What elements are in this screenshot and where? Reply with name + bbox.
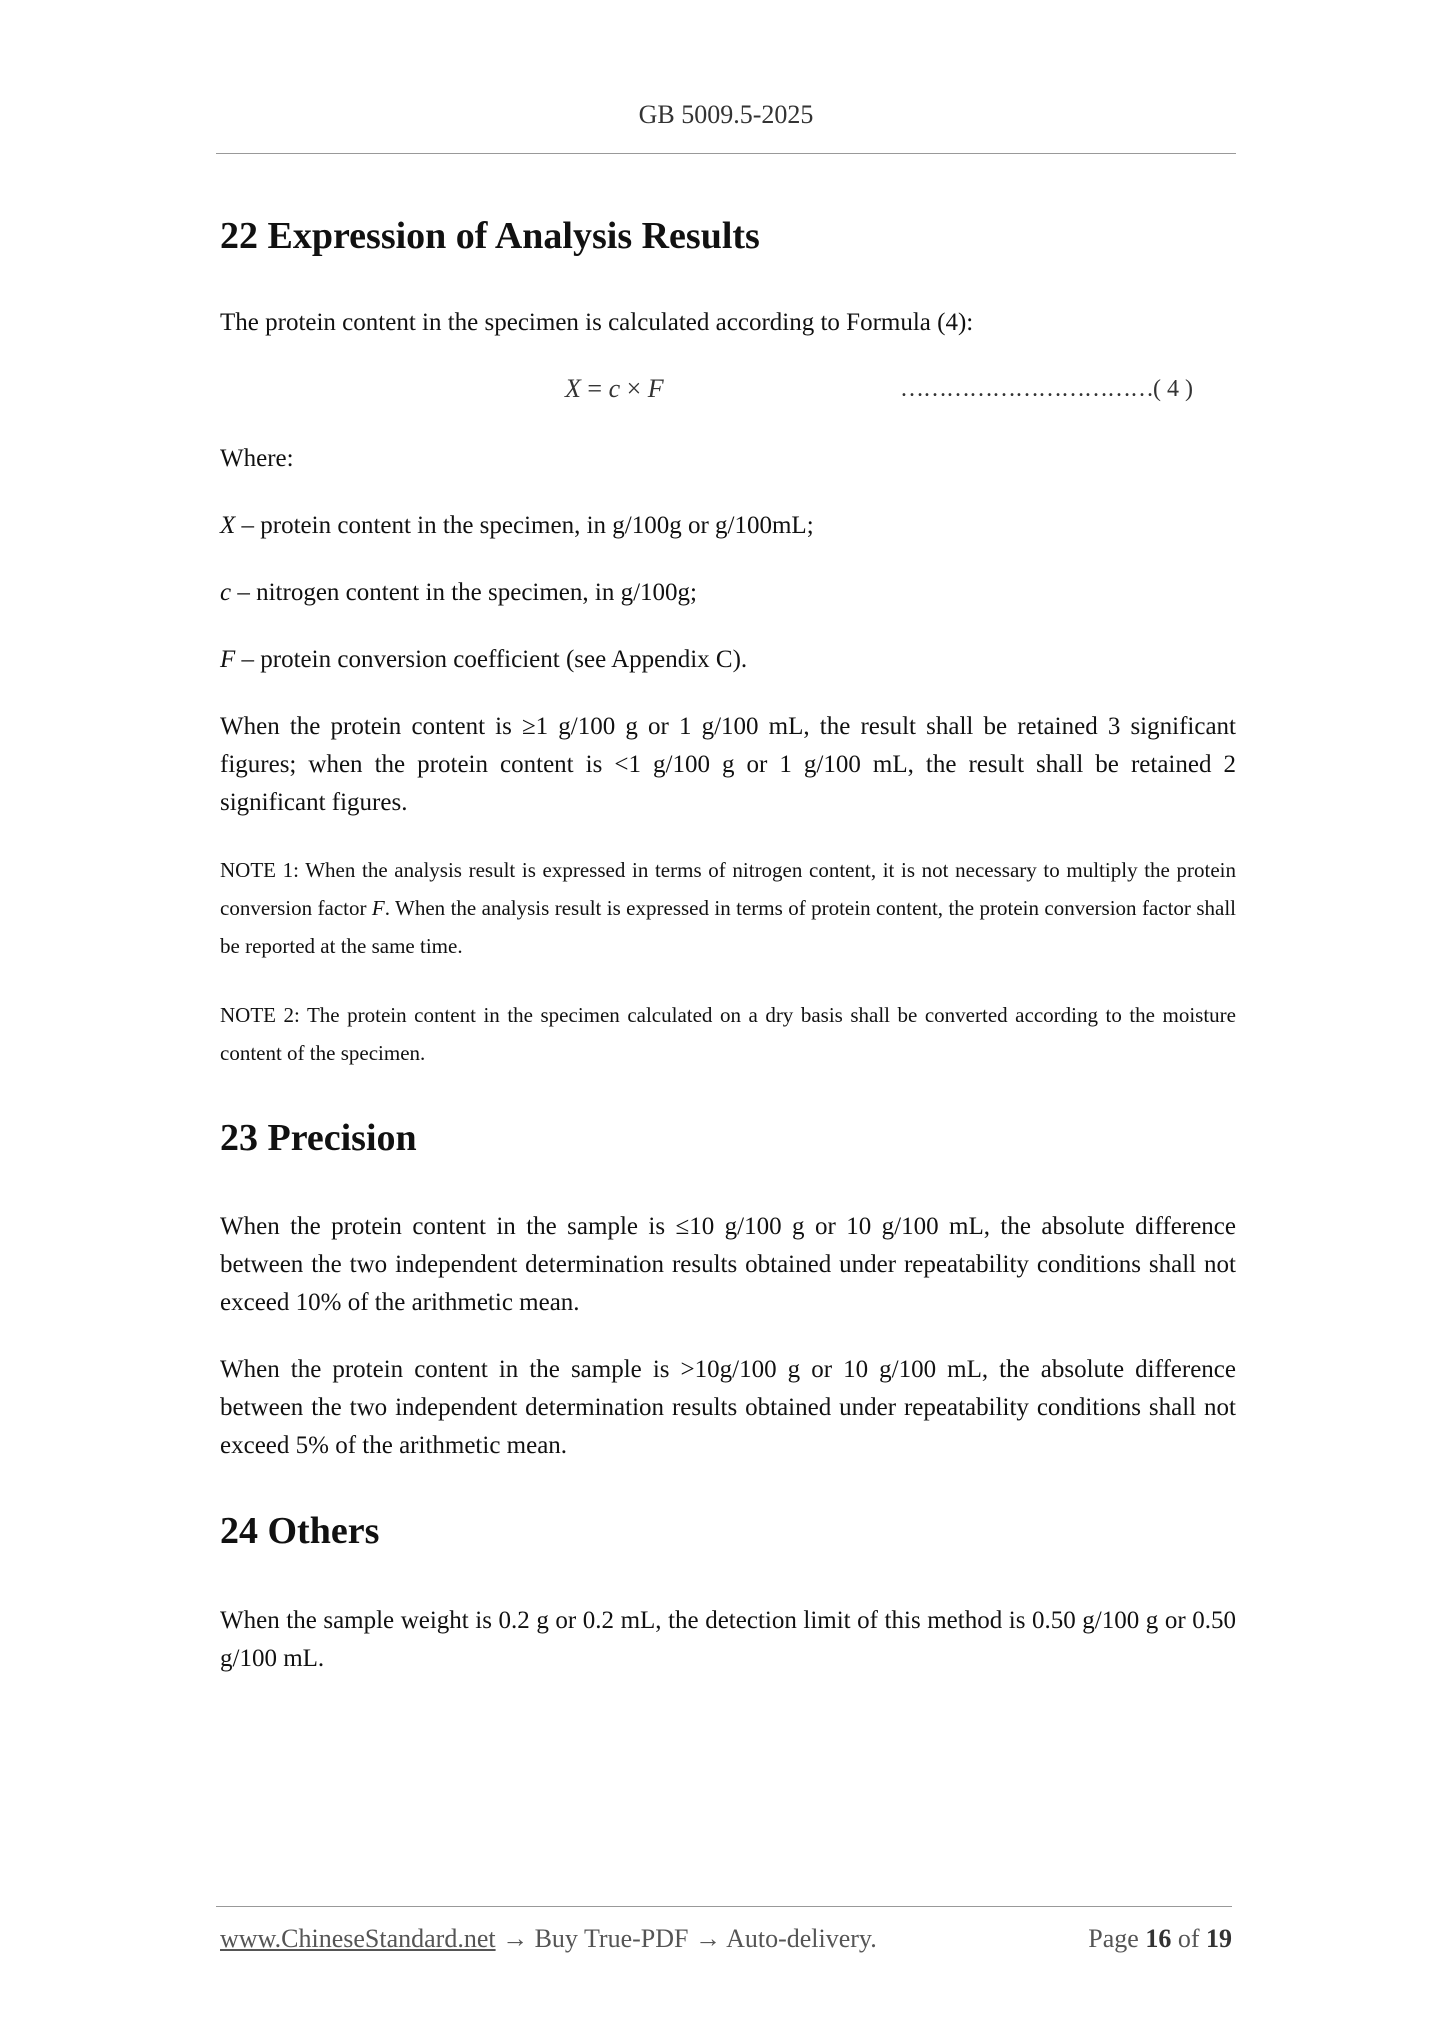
footer-divider: [216, 1906, 1232, 1907]
precision-paragraph-1: When the protein content in the sample is ≤10 g/100 g or 10 g/100 mL, the absolute difference between the two independent determination results obtained under repeatability conditions shall not exceed 10% of the arithmetic mean.: [220, 1213, 1236, 1316]
symbol-c: c: [220, 579, 232, 606]
formula-equals: =: [580, 374, 609, 403]
definition-x-text: – protein content in the specimen, in g/100g or g/100mL;: [235, 512, 814, 539]
note-2: NOTE 2: The protein content in the specimen calculated on a dry basis shall be converted according to the moisture content of the specimen.: [220, 1003, 1236, 1065]
formula-c: c: [608, 374, 621, 403]
definition-c: [220, 574, 1236, 612]
delivery-text: Auto-delivery.: [726, 1924, 877, 1953]
definition-x: [220, 507, 1236, 545]
formula-f: F: [647, 374, 664, 403]
symbol-f: F: [220, 646, 236, 673]
section-23-heading: 23 Precision: [220, 1117, 417, 1159]
precision-paragraph-2: When the protein content in the sample is >10g/100 g or 10 g/100 mL, the absolute difference between the two independent determination results obtained under repeatability conditions shall not exceed 5% of the arithmetic mean.: [220, 1356, 1236, 1459]
buy-text: Buy True-PDF: [534, 1924, 689, 1953]
significant-figures-rule: When the protein content is ≥1 g/100 g or 1 g/100 mL, the result shall be retained 3 significant figures; when the protein content is <1 g/100 g or 1 g/100 mL, the result shall be retained 2 significant figures.: [220, 713, 1236, 816]
formula-number: [900, 376, 1193, 403]
note-1-symbol: F: [371, 896, 385, 920]
page-footer: [220, 1924, 1232, 1954]
formula-x: X: [565, 374, 581, 403]
section-22-heading: 22 Expression of Analysis Results: [220, 215, 760, 257]
of-word: of: [1171, 1924, 1206, 1953]
formula-number-label: ( 4 ): [1153, 376, 1193, 402]
page-total: 19: [1206, 1924, 1232, 1953]
definition-f: [220, 641, 1236, 679]
formula-times: ×: [620, 374, 648, 403]
definition-f-text: – protein conversion coefficient (see Appendix C).: [235, 646, 748, 673]
page-word: Page: [1088, 1924, 1146, 1953]
arrow-1: →: [495, 1924, 535, 1953]
detection-limit-paragraph: When the sample weight is 0.2 g or 0.2 mL, the detection limit of this method is 0.50 g/100 g or 0.50 g/100 mL.: [220, 1607, 1236, 1672]
document-code-header: GB 5009.5-2025: [638, 100, 814, 129]
definition-c-text: – nitrogen content in the specimen, in g/100g;: [231, 579, 697, 606]
site-link[interactable]: www.ChineseStandard.net: [220, 1924, 496, 1953]
page-number: 16: [1145, 1924, 1172, 1953]
note-1-before: NOTE 1: When the analysis result is expressed in terms of nitrogen content, it is not necessary to multiply the protein conversion factor: [220, 858, 1236, 920]
formula-intro: The protein content in the specimen is calculated according to Formula (4):: [220, 309, 974, 336]
section-24-heading: 24 Others: [220, 1510, 380, 1552]
formula-leader-dots: ……………………………: [900, 376, 1153, 402]
arrow-2: →: [688, 1924, 727, 1953]
note-1-after: . When the analysis result is expressed in terms of protein content, the protein conversion factor shall be reported at the same time.: [220, 896, 1236, 958]
formula-4: [565, 374, 664, 404]
note-1: [220, 851, 1236, 965]
header-divider: [216, 153, 1236, 154]
symbol-x: X: [220, 512, 236, 539]
where-label: Where:: [220, 445, 294, 472]
page-indicator: [1088, 1924, 1232, 1954]
